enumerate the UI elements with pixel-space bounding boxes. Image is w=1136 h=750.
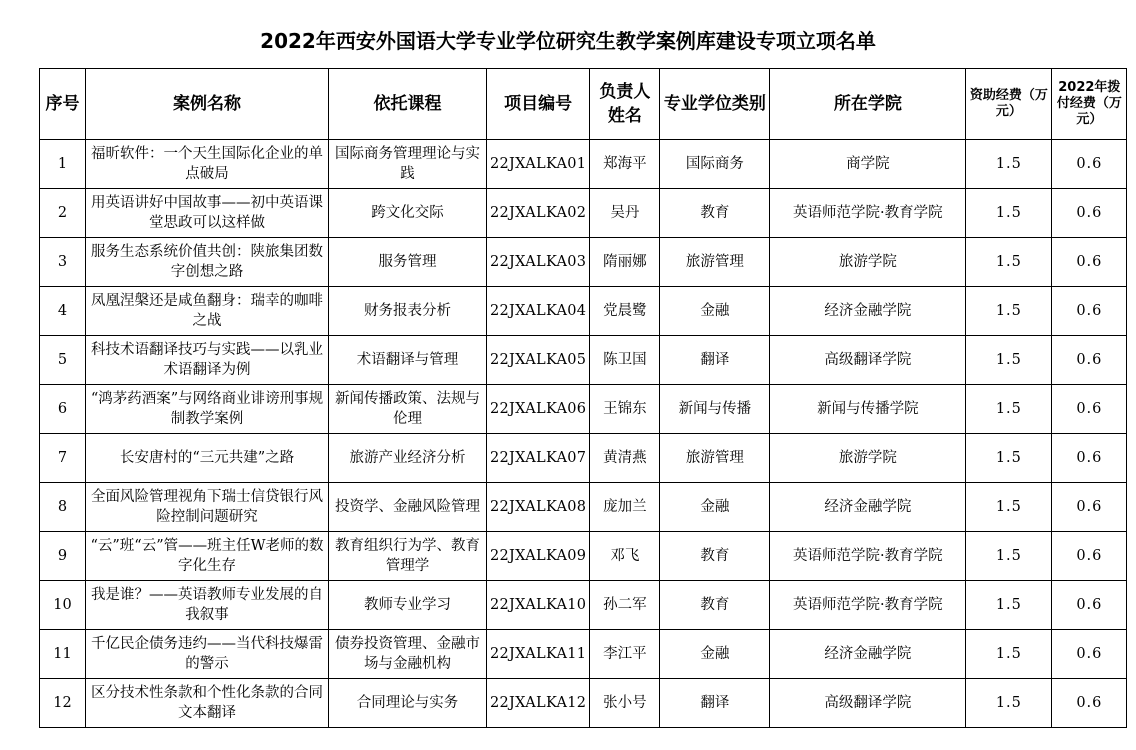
cell-case-name: 服务生态系统价值共创：陕旅集团数字创想之路: [86, 238, 329, 287]
cell-allocated: 0.6: [1052, 581, 1127, 630]
cell-seq: 9: [40, 532, 86, 581]
header-college: 所在学院: [770, 69, 966, 140]
cell-allocated: 0.6: [1052, 189, 1127, 238]
header-category: 专业学位类别: [660, 69, 770, 140]
cell-seq: 8: [40, 483, 86, 532]
cell-college: 经济金融学院: [770, 630, 966, 679]
cell-case-name: 我是谁？——英语教师专业发展的自我叙事: [86, 581, 329, 630]
cell-seq: 1: [40, 140, 86, 189]
cell-course: 国际商务管理理论与实践: [329, 140, 487, 189]
cell-allocated: 0.6: [1052, 140, 1127, 189]
cell-case-name: “云”班“云”管——班主任W老师的数字化生存: [86, 532, 329, 581]
cell-seq: 10: [40, 581, 86, 630]
cell-funding: 1.5: [966, 434, 1052, 483]
cell-course: 新闻传播政策、法规与伦理: [329, 385, 487, 434]
cell-allocated: 0.6: [1052, 434, 1127, 483]
cell-college: 旅游学院: [770, 238, 966, 287]
header-code: 项目编号: [487, 69, 590, 140]
cell-allocated: 0.6: [1052, 483, 1127, 532]
cell-seq: 2: [40, 189, 86, 238]
cell-course: 投资学、金融风险管理: [329, 483, 487, 532]
cell-course: 旅游产业经济分析: [329, 434, 487, 483]
header-course: 依托课程: [329, 69, 487, 140]
cell-course: 教师专业学习: [329, 581, 487, 630]
cell-category: 旅游管理: [660, 434, 770, 483]
cell-leader: 隋丽娜: [590, 238, 660, 287]
cell-seq: 3: [40, 238, 86, 287]
cell-code: 22JXALKA06: [487, 385, 590, 434]
cell-leader: 张小号: [590, 679, 660, 728]
header-seq: 序号: [40, 69, 86, 140]
header-case-name: 案例名称: [86, 69, 329, 140]
cell-code: 22JXALKA04: [487, 287, 590, 336]
table-row: [40, 287, 1127, 336]
cell-funding: 1.5: [966, 483, 1052, 532]
header-allocated: 2022年拨付经费（万元）: [1052, 69, 1127, 140]
cell-funding: 1.5: [966, 189, 1052, 238]
cell-category: 新闻与传播: [660, 385, 770, 434]
cell-leader: 黄清燕: [590, 434, 660, 483]
cell-case-name: “鸿茅药酒案”与网络商业诽谤刑事规制教学案例: [86, 385, 329, 434]
cell-category: 教育: [660, 189, 770, 238]
cell-college: 新闻与传播学院: [770, 385, 966, 434]
cell-code: 22JXALKA12: [487, 679, 590, 728]
cell-category: 金融: [660, 630, 770, 679]
cell-case-name: 科技术语翻译技巧与实践——以乳业术语翻译为例: [86, 336, 329, 385]
cell-leader: 陈卫国: [590, 336, 660, 385]
table-row: [40, 532, 1127, 581]
cell-funding: 1.5: [966, 238, 1052, 287]
cell-category: 国际商务: [660, 140, 770, 189]
table-row: [40, 630, 1127, 679]
cell-code: 22JXALKA01: [487, 140, 590, 189]
cell-seq: 5: [40, 336, 86, 385]
header-leader: 负责人姓名: [590, 69, 660, 140]
cell-leader: 党晨鹭: [590, 287, 660, 336]
table-row: [40, 336, 1127, 385]
cell-category: 翻译: [660, 679, 770, 728]
cell-allocated: 0.6: [1052, 532, 1127, 581]
cell-code: 22JXALKA09: [487, 532, 590, 581]
table-row: [40, 238, 1127, 287]
cell-seq: 4: [40, 287, 86, 336]
cell-category: 旅游管理: [660, 238, 770, 287]
cell-leader: 邓飞: [590, 532, 660, 581]
cell-case-name: 福昕软件：一个天生国际化企业的单点破局: [86, 140, 329, 189]
cell-case-name: 区分技术性条款和个性化条款的合同文本翻译: [86, 679, 329, 728]
cell-college: 高级翻译学院: [770, 336, 966, 385]
cell-funding: 1.5: [966, 679, 1052, 728]
cell-case-name: 凤凰涅槃还是咸鱼翻身：瑞幸的咖啡之战: [86, 287, 329, 336]
cell-code: 22JXALKA03: [487, 238, 590, 287]
cell-code: 22JXALKA02: [487, 189, 590, 238]
cell-code: 22JXALKA05: [487, 336, 590, 385]
cell-course: 术语翻译与管理: [329, 336, 487, 385]
cell-allocated: 0.6: [1052, 679, 1127, 728]
cell-case-name: 长安唐村的“三元共建”之路: [86, 434, 329, 483]
cell-leader: 孙二军: [590, 581, 660, 630]
cell-funding: 1.5: [966, 581, 1052, 630]
cell-funding: 1.5: [966, 336, 1052, 385]
cell-course: 债券投资管理、金融市场与金融机构: [329, 630, 487, 679]
table-header-row: [40, 69, 1127, 140]
cell-category: 翻译: [660, 336, 770, 385]
table-row: [40, 189, 1127, 238]
cell-course: 合同理论与实务: [329, 679, 487, 728]
cell-college: 旅游学院: [770, 434, 966, 483]
cell-funding: 1.5: [966, 140, 1052, 189]
cell-code: 22JXALKA10: [487, 581, 590, 630]
cell-college: 英语师范学院·教育学院: [770, 532, 966, 581]
cell-funding: 1.5: [966, 532, 1052, 581]
cell-code: 22JXALKA11: [487, 630, 590, 679]
cell-leader: 郑海平: [590, 140, 660, 189]
cell-leader: 李江平: [590, 630, 660, 679]
table-row: [40, 434, 1127, 483]
cell-allocated: 0.6: [1052, 630, 1127, 679]
project-list-table: [39, 68, 1127, 728]
cell-category: 金融: [660, 483, 770, 532]
cell-course: 财务报表分析: [329, 287, 487, 336]
cell-category: 教育: [660, 532, 770, 581]
cell-college: 英语师范学院·教育学院: [770, 189, 966, 238]
cell-seq: 12: [40, 679, 86, 728]
cell-college: 经济金融学院: [770, 483, 966, 532]
cell-allocated: 0.6: [1052, 238, 1127, 287]
table-row: [40, 483, 1127, 532]
cell-leader: 庞加兰: [590, 483, 660, 532]
cell-college: 高级翻译学院: [770, 679, 966, 728]
cell-funding: 1.5: [966, 287, 1052, 336]
cell-seq: 6: [40, 385, 86, 434]
document-title: 2022年西安外国语大学专业学位研究生教学案例库建设专项立项名单: [260, 29, 876, 53]
cell-funding: 1.5: [966, 630, 1052, 679]
cell-course: 跨文化交际: [329, 189, 487, 238]
table-row: [40, 679, 1127, 728]
cell-case-name: 用英语讲好中国故事——初中英语课堂思政可以这样做: [86, 189, 329, 238]
cell-seq: 11: [40, 630, 86, 679]
cell-college: 商学院: [770, 140, 966, 189]
cell-funding: 1.5: [966, 385, 1052, 434]
cell-case-name: 千亿民企债务违约——当代科技爆雷的警示: [86, 630, 329, 679]
cell-allocated: 0.6: [1052, 287, 1127, 336]
cell-code: 22JXALKA08: [487, 483, 590, 532]
cell-case-name: 全面风险管理视角下瑞士信贷银行风险控制问题研究: [86, 483, 329, 532]
cell-college: 英语师范学院·教育学院: [770, 581, 966, 630]
cell-college: 经济金融学院: [770, 287, 966, 336]
cell-code: 22JXALKA07: [487, 434, 590, 483]
header-funding: 资助经费（万元）: [966, 69, 1052, 140]
cell-allocated: 0.6: [1052, 385, 1127, 434]
cell-course: 教育组织行为学、教育管理学: [329, 532, 487, 581]
table-row: [40, 140, 1127, 189]
table-row: [40, 385, 1127, 434]
cell-allocated: 0.6: [1052, 336, 1127, 385]
cell-category: 教育: [660, 581, 770, 630]
cell-leader: 王锦东: [590, 385, 660, 434]
cell-course: 服务管理: [329, 238, 487, 287]
cell-category: 金融: [660, 287, 770, 336]
table-row: [40, 581, 1127, 630]
cell-leader: 吴丹: [590, 189, 660, 238]
cell-seq: 7: [40, 434, 86, 483]
